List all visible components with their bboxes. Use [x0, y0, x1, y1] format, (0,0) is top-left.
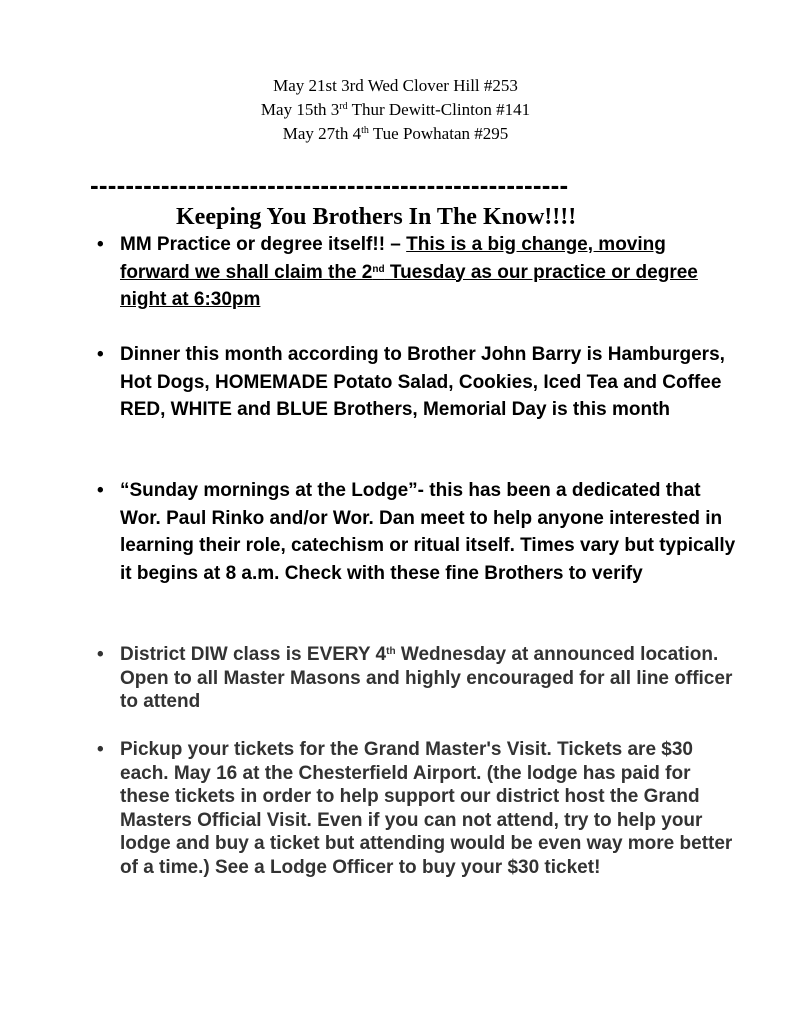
schedule-line [0, 122, 791, 146]
dashed-divider: ------------------------------------------------------ [90, 170, 569, 200]
emphasis-text: Tuesday as our practice or degree night at 6:30pm [120, 261, 698, 310]
announcement-text-part: District DIW class is EVERY 4 [120, 644, 387, 665]
section-heading: Keeping You Brothers In The Know!!!! [176, 204, 577, 230]
lodge-visit-schedule [0, 74, 791, 146]
schedule-text: Thur Dewitt-Clinton #141 [347, 100, 531, 119]
announcement-text [120, 643, 740, 714]
announcement-text [120, 231, 740, 314]
ordinal-suffix: th [386, 646, 396, 657]
emphasis-text: This is a big change, moving forward we shall claim the 2 [120, 234, 666, 283]
bullet-icon: • [97, 480, 104, 501]
ordinal-suffix: th [361, 125, 369, 136]
announcement-text: “Sunday mornings at the Lodge”- this has been a dedicated that Wor. Paul Rinko and/or Wor. Dan meet to help anyone interested in learning their role, catechism or ritual itself. Times vary but typically it begins at 8 a.m. Check with these fine Brothers to verify [120, 480, 736, 584]
announcement-text: Dinner this month according to Brother John Barry is Hamburgers, Hot Dogs, HOMEMADE Potato Salad, Cookies, Iced Tea and Coffee RED, WHITE and BLUE Brothers, Memorial Day is this month [120, 344, 725, 420]
schedule-text: May 15th 3 [260, 100, 340, 119]
announcement-intro: MM Practice or degree itself!! – [120, 234, 407, 255]
announcement-text-part: Wednesday at announced location. Open to all Master Masons and highly encouraged for all line officer to attend [120, 644, 733, 712]
announcement-text: Pickup your tickets for the Grand Master's Visit. Tickets are $30 each. May 16 at the Chesterfield Airport. (the lodge has paid for these tickets in order to help support our district host the Grand Masters Official Visit. Even if you can not attend, try to help your lodge and buy a ticket but attending would be even way more better of a time.) See a Lodge Officer to buy your $30 ticket! [120, 739, 733, 878]
bullet-icon: • [97, 234, 104, 255]
schedule-text: May 21st 3rd Wed Clover Hill #253 [273, 76, 518, 95]
schedule-line [0, 74, 791, 98]
bullet-icon: • [97, 344, 104, 365]
schedule-line [0, 98, 791, 122]
schedule-text: May 27th 4 [282, 124, 362, 143]
ordinal-suffix: rd [339, 101, 348, 112]
ordinal-suffix: nd [372, 263, 385, 275]
bullet-icon: • [97, 739, 104, 760]
bullet-icon: • [97, 644, 104, 665]
schedule-text: Tue Powhatan #295 [368, 124, 509, 143]
